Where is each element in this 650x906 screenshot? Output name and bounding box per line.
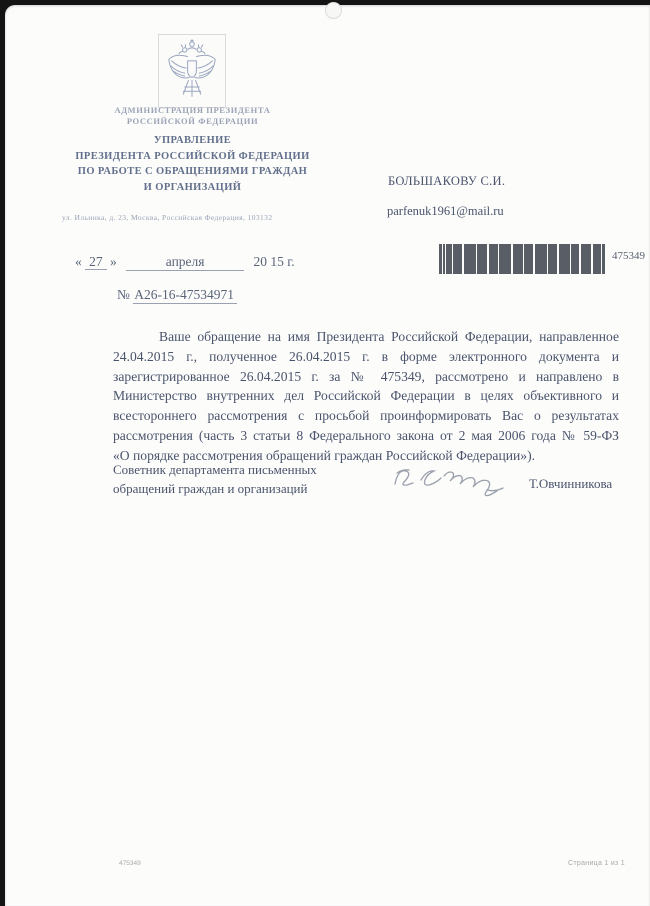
reference-number-line (117, 287, 237, 303)
letter-body (113, 327, 619, 466)
sender-address: ул. Ильинка, д. 23, Москва, Российская Федерация, 103132 (62, 213, 273, 222)
document-page (5, 5, 650, 906)
date-century: 20 (253, 254, 267, 269)
dept-line2: ПРЕЗИДЕНТА РОССИЙСКОЙ ФЕДЕРАЦИИ (75, 150, 310, 162)
reference-number: А26-16-47534971 (133, 287, 237, 304)
body-line: всестороннего рассмотрения с просьбой проинформировать Вас о результатах (113, 408, 619, 424)
department-name (35, 133, 350, 195)
signer-title-line1: Советник департамента письменных (113, 462, 317, 477)
body-line: Министерство внутренних дел Российской Федерации в целях объективного и (113, 388, 619, 404)
org-line1: АДМИНИСТРАЦИЯ ПРЕЗИДЕНТА (114, 105, 271, 115)
date-year: 15 (270, 254, 284, 269)
dept-line4: И ОРГАНИЗАЦИЙ (143, 181, 242, 193)
body-line: «О порядке рассмотрения обращений граждан Российской Федерации»). (113, 447, 536, 463)
dept-line3: ПО РАБОТЕ С ОБРАЩЕНИЯМИ ГРАЖДАН (77, 166, 308, 177)
punch-hole-mark (325, 2, 342, 19)
handwritten-signature (387, 452, 522, 500)
org-name (45, 105, 340, 127)
barcode (439, 244, 605, 274)
body-line: 24.04.2015 г., полученное 26.04.2015 г. в форме электронного документа и (113, 348, 619, 364)
signer-name: Т.Овчинникова (529, 476, 613, 491)
footer-document-id: 475349 (119, 860, 141, 867)
recipient-name: БОЛЬШАКОВУ С.И. (388, 174, 506, 188)
body-line: зарегистрированное 26.04.2015 г. за № 475349, рассмотрено и направлено в (113, 368, 619, 384)
number-label: № (117, 287, 130, 302)
date-month: апреля (126, 254, 244, 271)
signer-title (113, 460, 317, 498)
date-day: 27 (85, 254, 107, 270)
emblem-box (158, 34, 226, 108)
org-line2: РОССИЙСКОЙ ФЕДЕРАЦИИ (126, 116, 259, 126)
date-open-quote: « (75, 254, 82, 269)
signer-title-line2: обращений граждан и организаций (113, 481, 308, 496)
body-line: рассмотрения (часть 3 статьи 8 Федерального закона от 2 мая 2006 года № 59-ФЗ (113, 427, 619, 443)
date-year-suffix: г. (287, 254, 295, 269)
date-line (75, 254, 295, 271)
coat-of-arms-icon (163, 39, 221, 103)
body-line: Ваше обращение на имя Президента Российской Федерации, направленное (159, 329, 619, 344)
recipient-email: parfenuk1961@mail.ru (387, 204, 504, 218)
date-close-quote: » (110, 254, 117, 269)
footer-page-indicator: Страница 1 из 1 (568, 860, 625, 867)
dept-line1: УПРАВЛЕНИЕ (153, 135, 232, 146)
barcode-number: 475349 (612, 250, 645, 262)
